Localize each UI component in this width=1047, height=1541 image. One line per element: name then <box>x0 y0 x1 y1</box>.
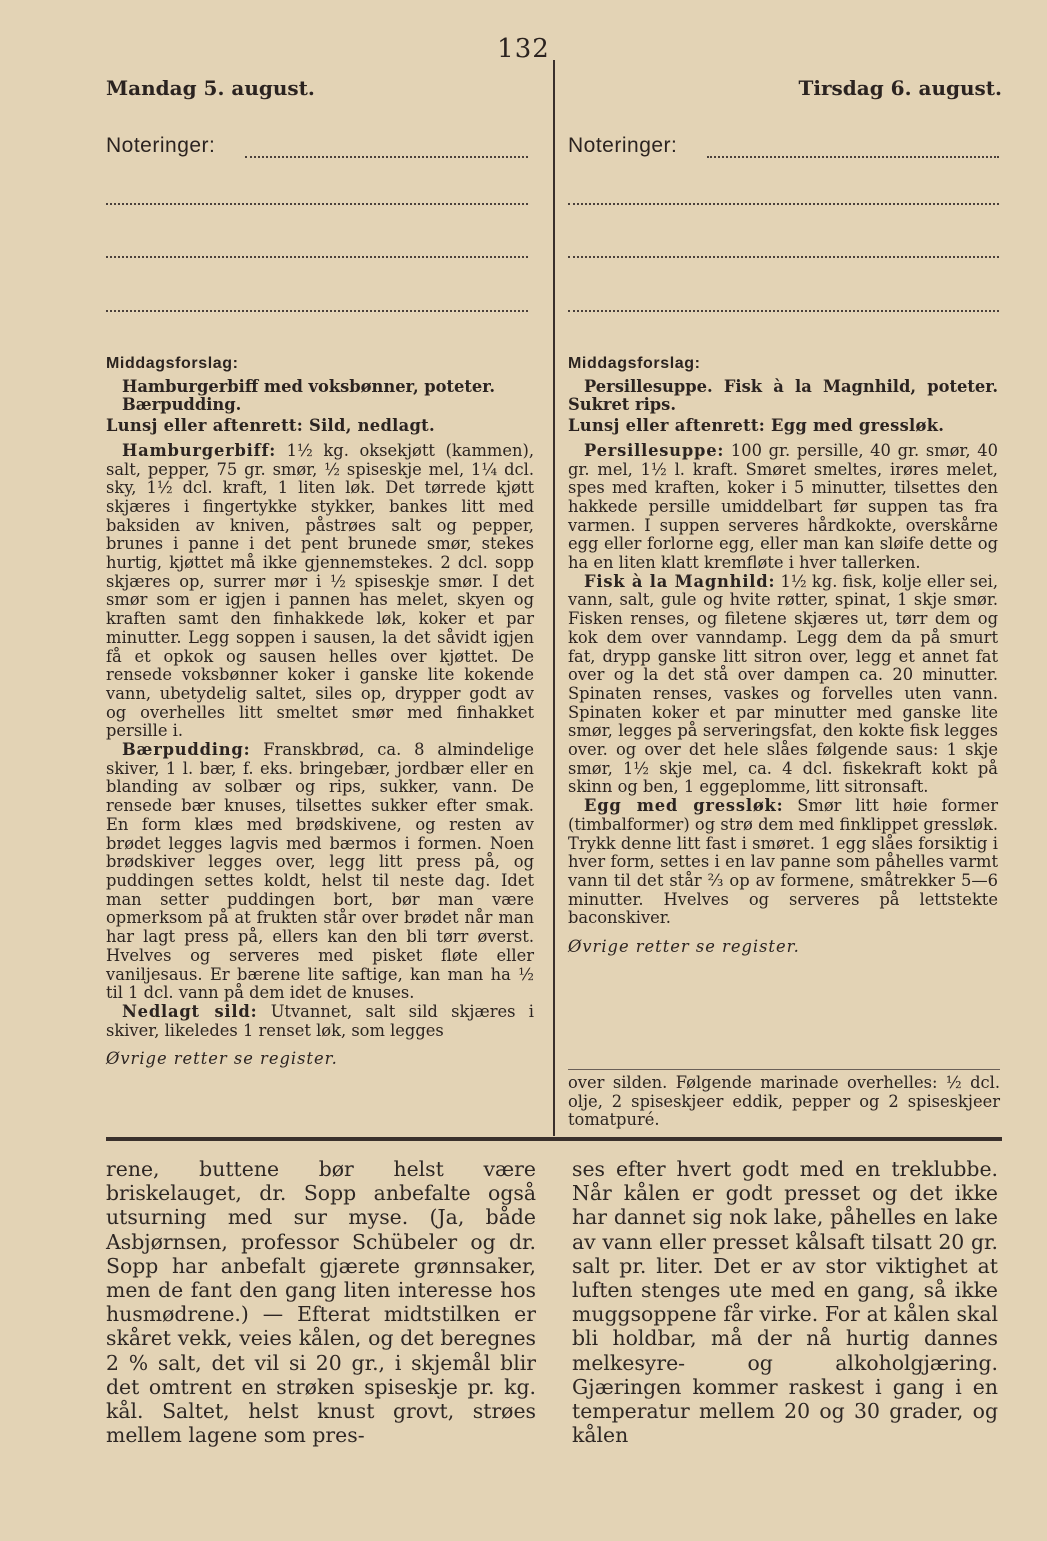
recipe-term: Egg med gressløk: <box>584 796 784 816</box>
recipe-fisk-a-la-magnhild <box>568 573 998 797</box>
recipe-hamburgerbiff <box>106 442 534 741</box>
recipe-term: Nedlagt sild: <box>122 1001 258 1021</box>
notes-label-left: Noteringer: <box>106 134 216 157</box>
menu-line-left-2: Bærpudding. <box>122 395 242 415</box>
recipe-term: Bærpudding: <box>122 740 251 760</box>
recipe-text: Smør litt høie former (timbalformer) og strø dem med finklippet gressløk. Trykk denne litt fast i smøret. 1 egg slåes forsiktig i hver form, settes i en lav panne som påhelles varmt vann til det står ⅔ op av formene, småtrekker 5—6 minutter. Hvelves og serveres på lettstekte baconskiver. <box>568 796 998 928</box>
column-divider <box>553 60 555 1136</box>
ovrige-retter-left: Øvrige retter se register. <box>106 1049 338 1069</box>
bottom-paragraph-right: ses efter hvert godt med en treklubbe. Når kålen er godt presset og det ikke har dannet sig nok lake, påhelles en lake av vann eller presset kålsaft tilsatt 20 gr. salt pr. liter. Det er av stor viktighet at luften stenges ute med en gang, så ikke muggsoppene får virke. For at kålen skal bli holdbar, må der nå hurtig dannes melkesyre- og alkoholgjæring. Gjæringen kommer raskest i gang i en temperatur mellem 20 og 30 grader, og kålen <box>572 1157 998 1448</box>
lunsj-line-left: Lunsj eller aftenrett: Sild, nedlagt. <box>106 416 435 436</box>
menu-line-left-1: Hamburgerbiff med voksbønner, poteter. <box>122 376 496 396</box>
notes-line-right-1 <box>707 156 999 158</box>
middagsforslag-heading-right: Middagsforslag: <box>568 355 701 372</box>
recipe-term: Persillesuppe: <box>584 440 725 460</box>
notes-line-right-4 <box>568 310 999 312</box>
day-title-monday: Mandag 5. august. <box>106 76 315 100</box>
recipe-nedlagt-sild <box>106 1003 534 1040</box>
bottom-paragraph-left: rene, buttene bør helst være briskelauget, dr. Sopp anbefalte også utsurning med sur myse. (Ja, både Asbjørnsen, professor Schübeler og dr. Sopp har anbefalt gjærete grønnsaker, men de fant den gang liten interesse hos husmødrene.) — Efterat midtstilken er skåret vekk, veies kålen, og det beregnes 2 % salt, det vil si 20 gr., i skjemål blir det omtrent en strøken spiseskje pr. kg. kål. Saltet, helst knust grovt, strøes mellem lagene som pres- <box>106 1157 536 1448</box>
recipe-term: Hamburgerbiff: <box>122 440 277 460</box>
lunsj-line-right: Lunsj eller aftenrett: Egg med gressløk. <box>568 416 945 436</box>
notes-line-right-2 <box>568 203 999 205</box>
notes-line-left-1 <box>245 156 528 158</box>
recipe-egg-med-gresslok <box>568 797 998 928</box>
left-column <box>106 355 534 1069</box>
section-divider <box>106 1137 1002 1141</box>
continued-text: over silden. Følgende marinade overhelles: ½ dcl. olje, 2 spiseskjeer eddik, pepper og 2 spiseskjeer tomatpuré. <box>568 1073 1000 1130</box>
bottom-text-right <box>572 1157 998 1447</box>
recipe-text: 1½ kg. fisk, kolje eller sei, vann, salt, gule og hvite røtter, spinat, 1 skje smør. Fisken renses, og filetene skjæres ut, tørr dem og kok dem over vanndamp. Legg dem da på smurt fat, drypp ganske litt sitron over, legg et annet fat over og la det stå over dampen ca. 20 minutter. Spinaten renses, vaskes og forvelles uten vann. Spinaten koker et par minutter med ganske lite smør, legges på serveringsfat, den kokte fisk legges over. og over det hele slåes følgende saus: 1 skje smør, 1½ skje mel, ca. 4 dcl. fiskekraft kokt på skinn og ben, 1 eggeplomme, litt sitronsaft. <box>568 571 998 797</box>
notes-line-left-2 <box>106 203 528 205</box>
middagsforslag-heading-left: Middagsforslag: <box>106 355 239 372</box>
recipe-persillesuppe <box>568 442 998 573</box>
notes-line-left-3 <box>106 256 528 258</box>
day-title-tuesday: Tirsdag 6. august. <box>798 76 1002 100</box>
notes-label-right: Noteringer: <box>568 134 678 157</box>
continuation-rule <box>568 1069 1000 1070</box>
recipe-text: Utvannet, salt sild skjæres i skiver, likeledes 1 renset løk, som legges <box>106 1001 534 1040</box>
recipe-text: 1½ kg. oksekjøtt (kammen), salt, pepper, 75 gr. smør, ½ spiseskje mel, 1¼ dcl. sky, 1½ dcl. kraft, 1 liten løk. Det tørrede kjøtt skjæres i fingertykke stykker, bankes litt med baksiden av kniven, påstrøes salt og pepper, brunes i panne i det pent brunede smør, stekes hurtig, kjøttet må ikke gjennemstekes. 2 dcl. sopp skjæres op, surrer mør i ½ spiseskje smør. I det smør som er igjen i pannen has melet, skyen og kraften samt den finhakkede løk, koker et par minutter. Legg soppen i sausen, la det såvidt igjen få et opkok og sausen helles over kjøttet. De rensede voksbønner koker i ganske lite kokende vann, ubetydelig saltet, siles op, drypper godt av og overhelles litt smeltet smør med finhakket persille i. <box>106 440 534 741</box>
page-number: 132 <box>497 34 550 64</box>
recipe-baerpudding <box>106 741 534 1003</box>
bottom-text-left <box>106 1157 536 1447</box>
notes-line-right-3 <box>568 256 999 258</box>
notes-line-left-4 <box>106 310 528 312</box>
ovrige-retter-right: Øvrige retter se register. <box>568 937 800 957</box>
recipe-text: Franskbrød, ca. 8 almindelige skiver, 1 l. bær, f. eks. bringebær, jordbær eller en blanding av solbær og rips, sukker, vann. De rensede bær knuses, tilsettes sukker efter smak. En form klæs med brødskivene, og resten av brødet legges lagvis med bærmos i formen. Noen brødskiver legges over, legg litt press på, og puddingen settes koldt, helst til neste dag. Idet man setter puddingen bort, bør man være opmerksom på at frukten står over brødet når man har lagt press på, ellers kan den bli tørr øverst. Hvelves og serveres med pisket fløte eller vaniljesaus. Er bærene lite saftige, kan man ha ½ til 1 dcl. vann på dem idet de knuses. <box>106 740 534 1003</box>
recipe-text: 100 gr. persille, 40 gr. smør, 40 gr. mel, 1½ l. kraft. Smøret smeltes, irøres melet, spes med kraften, koker i 5 minutter, tilsettes den hakkede persille umiddelbart før suppen tas fra varmen. I suppen serveres hårdkokte, overskårne egg eller forlorne egg, eller man kan sløife dette og ha en liten klatt kremfløte i hver tallerken. <box>568 440 998 573</box>
right-column <box>568 355 998 957</box>
recipe-term: Fisk à la Magnhild: <box>584 571 776 591</box>
menu-line-right-1: Persillesuppe. Fisk à la Magnhild, poteter. Sukret rips. <box>568 376 998 415</box>
